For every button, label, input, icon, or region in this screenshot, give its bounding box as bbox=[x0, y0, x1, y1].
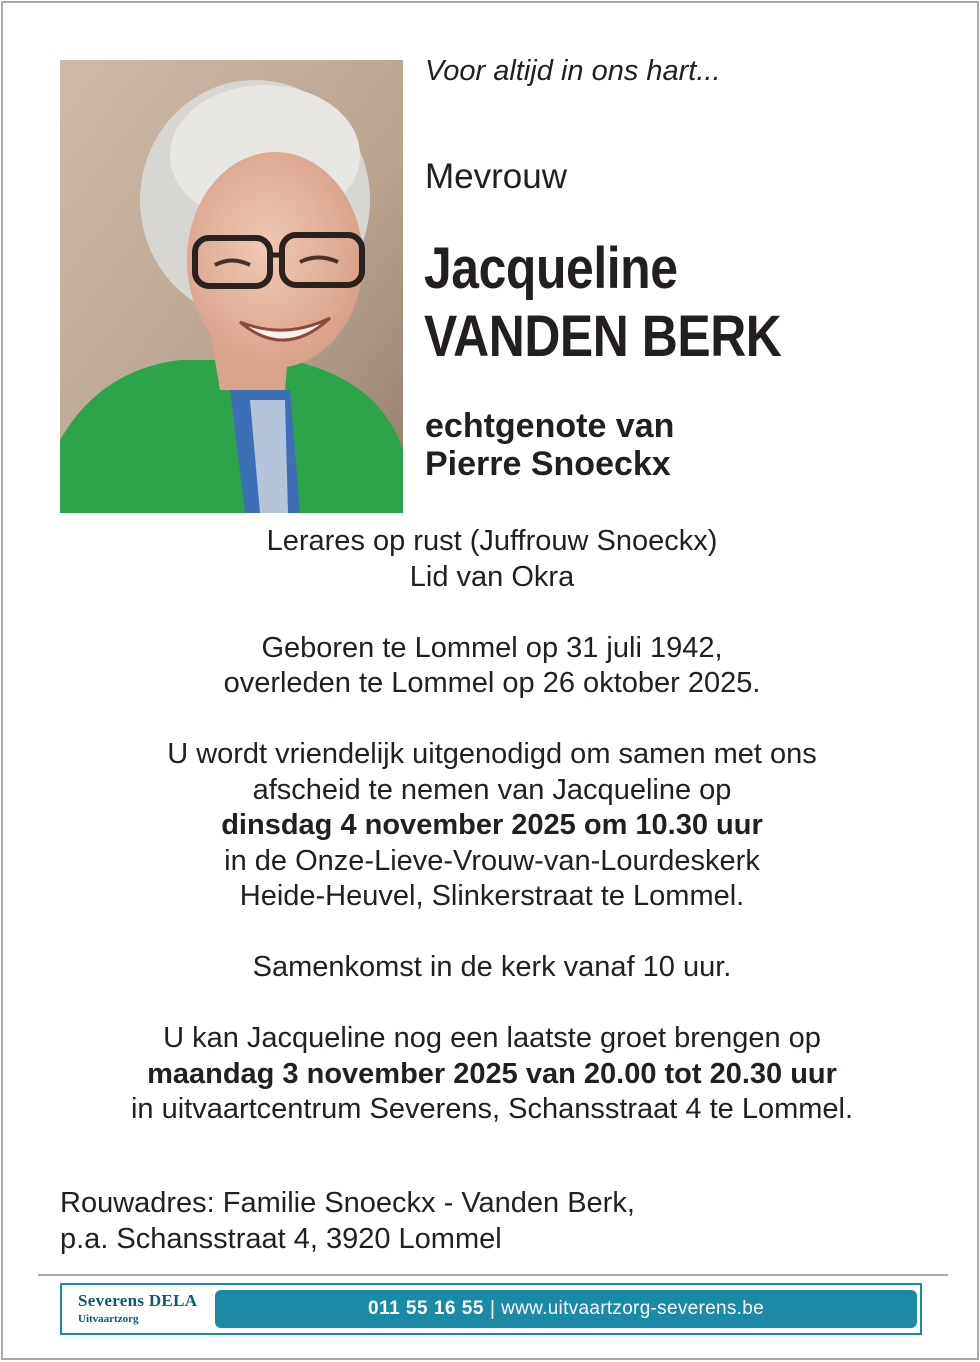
death-info: overleden te Lommel op 26 oktober 2025. bbox=[223, 667, 761, 699]
spacer bbox=[3, 595, 980, 631]
motto: Voor altijd in ons hart... bbox=[425, 55, 721, 87]
invite-line-1: U wordt vriendelijk uitgenodigd om samen met ons bbox=[167, 738, 817, 770]
funeral-church: in de Onze-Lieve-Vrouw-van-Lourdeskerk bbox=[224, 844, 760, 877]
funeral-address: Heide-Heuvel, Slinkerstraat te Lommel. bbox=[239, 880, 745, 912]
invite-line-2: afscheid te nemen van Jacqueline op bbox=[252, 773, 732, 806]
obituary-card bbox=[1, 1, 979, 1360]
logo-brand: Severens DELA bbox=[78, 1291, 198, 1310]
membership: Lid van Okra bbox=[409, 560, 575, 593]
announcement-body bbox=[3, 524, 980, 1128]
spacer bbox=[3, 986, 980, 1022]
address-line-2: p.a. Schansstraat 4, 3920 Lommel bbox=[60, 1222, 502, 1255]
spouse-name: Pierre Snoeckx bbox=[425, 445, 671, 483]
visit-location: in uitvaartcentrum Severens, Schansstraat 4 te Lommel. bbox=[130, 1093, 854, 1125]
deceased-name bbox=[424, 235, 781, 371]
funeral-datetime: dinsdag 4 november 2025 om 10.30 uur bbox=[221, 809, 763, 841]
website-link[interactable]: www.uitvaartzorg-severens.be bbox=[501, 1298, 764, 1319]
occupation: Lerares op rust (Juffrouw Snoeckx) bbox=[266, 525, 718, 557]
spacer bbox=[3, 702, 980, 738]
address-line-1: Rouwadres: Familie Snoeckx - Vanden Berk, bbox=[60, 1187, 635, 1219]
logo-subtitle: Uitvaartzorg bbox=[78, 1313, 139, 1325]
funeral-home-logo bbox=[78, 1291, 197, 1325]
funeral-home-footer bbox=[60, 1283, 922, 1335]
spouse-label: echtgenote van bbox=[425, 407, 675, 445]
honorific: Mevrouw bbox=[425, 157, 567, 196]
portrait-photo bbox=[60, 60, 403, 513]
last-name: VANDEN BERK bbox=[424, 304, 782, 369]
gathering-info: Samenkomst in de kerk vanaf 10 uur. bbox=[252, 951, 732, 983]
separator: | bbox=[489, 1297, 496, 1320]
mourning-address bbox=[60, 1186, 635, 1257]
portrait-image bbox=[60, 60, 403, 513]
divider bbox=[38, 1274, 948, 1276]
phone-number[interactable]: 011 55 16 55 bbox=[368, 1298, 484, 1319]
spouse-info bbox=[425, 407, 674, 483]
visit-line-1: U kan Jacqueline nog een laatste groet brengen op bbox=[163, 1022, 821, 1054]
contact-bar bbox=[215, 1290, 917, 1328]
birth-info: Geboren te Lommel op 31 juli 1942, bbox=[261, 631, 723, 664]
visit-datetime: maandag 3 november 2025 van 20.00 tot 20.30 uur bbox=[147, 1057, 837, 1090]
spacer bbox=[3, 915, 980, 951]
first-name: Jacqueline bbox=[424, 236, 678, 301]
